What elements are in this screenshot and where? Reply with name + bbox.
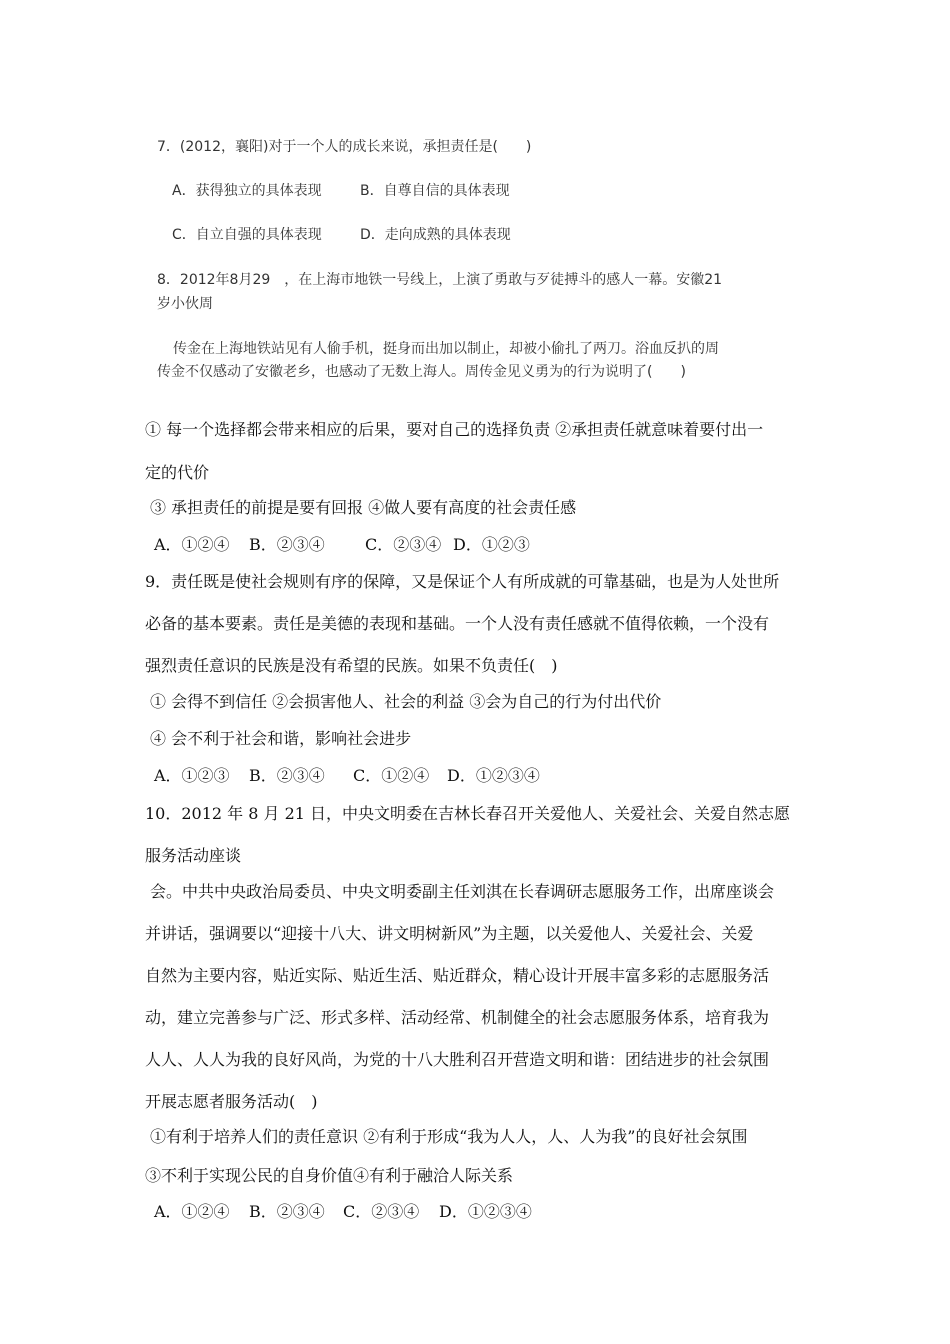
q10-line-9: ①有利于培养人们的责任意识 ②有利于形成“我为人人，人、人为我”的良好社会氛围 bbox=[150, 1127, 748, 1146]
q9-line-5: ④ 会不利于社会和谐，影响社会进步 bbox=[150, 729, 412, 748]
q8-option-d: D．①②③ bbox=[453, 535, 530, 554]
q10-line-10: ③不利于实现公民的自身价值④有利于融洽人际关系 bbox=[145, 1166, 514, 1185]
q9-option-d: D．①②③④ bbox=[447, 766, 540, 785]
q8-line-7: ③ 承担责任的前提是要有回报 ④做人要有高度的社会责任感 bbox=[150, 498, 577, 517]
q10-line-1: 10．2012 年 8 月 21 日，中央文明委在吉林长春召开关爱他人、关爱社会、关爱自然志愿 bbox=[145, 804, 791, 823]
q8-line-4: 传金不仅感动了安徽老乡，也感动了无数上海人。周传金见义勇为的行为说明了( ) bbox=[157, 364, 686, 380]
q9-line-1: 9．责任既是使社会规则有序的保障，又是保证个人有所成就的可靠基础，也是为人处世所 bbox=[145, 572, 780, 591]
q10-line-3: 会。中共中央政治局委员、中央文明委副主任刘淇在长春调研志愿服务工作，出席座谈会 bbox=[150, 882, 775, 901]
q7-options-row-2 bbox=[172, 224, 511, 244]
q10-option-d: D．①②③④ bbox=[439, 1202, 532, 1221]
q9-option-b: B．②③④ bbox=[249, 766, 325, 785]
q9-options bbox=[154, 763, 540, 786]
q8-line-5: ① 每一个选择都会带来相应的后果，要对自己的选择负责 ②承担责任就意味着要付出一 bbox=[145, 420, 764, 439]
q10-line-7: 人人、人人为我的良好风尚，为党的十八大胜利召开营造文明和谐：团结进步的社会氛围 bbox=[145, 1050, 770, 1069]
q9-line-3: 强烈责任意识的民族是没有希望的民族。如果不负责任( ) bbox=[145, 656, 558, 675]
q9-option-a: A．①②③ bbox=[154, 766, 230, 785]
q8-options bbox=[154, 532, 530, 555]
q7-option-c: C．自立自强的具体表现 bbox=[172, 227, 322, 243]
q8-line-6: 定的代价 bbox=[145, 463, 210, 482]
q8-line-1: 8．2012年8月29 ，在上海市地铁一号线上，上演了勇敢与歹徒搏斗的感人一幕。安徽21 bbox=[157, 272, 723, 288]
q10-options bbox=[154, 1199, 532, 1222]
q10-line-5: 自然为主要内容，贴近实际、贴近生活、贴近群众，精心设计开展丰富多彩的志愿服务活 bbox=[145, 966, 770, 985]
q10-option-b: B．②③④ bbox=[249, 1202, 325, 1221]
q10-line-4: 并讲话，强调要以“迎接十八大、讲文明树新风”为主题，以关爱他人、关爱社会、关爱 bbox=[145, 924, 754, 943]
q10-line-6: 动，建立完善参与广泛、形式多样、活动经常、机制健全的社会志愿服务体系，培育我为 bbox=[145, 1008, 770, 1027]
q7-options-row-1 bbox=[172, 180, 510, 200]
q9-option-c: C．①②④ bbox=[353, 766, 430, 785]
q10-line-8: 开展志愿者服务活动( ) bbox=[145, 1092, 318, 1111]
q8-option-b: B．②③④ bbox=[249, 535, 325, 554]
q7-option-b: B．自尊自信的具体表现 bbox=[360, 183, 510, 199]
q9-line-2: 必备的基本要素。责任是美德的表现和基础。一个人没有责任感就不值得依赖，一个没有 bbox=[145, 614, 770, 633]
q8-line-3: 传金在上海地铁站见有人偷手机，挺身而出加以制止，却被小偷扎了两刀。浴血反扒的周 bbox=[173, 341, 719, 357]
q8-line-2: 岁小伙周 bbox=[157, 296, 213, 312]
q7-option-a: A．获得独立的具体表现 bbox=[172, 183, 322, 199]
q7-option-d: D．走向成熟的具体表现 bbox=[360, 227, 511, 243]
q10-line-2: 服务活动座谈 bbox=[145, 846, 242, 865]
q8-option-a: A．①②④ bbox=[154, 535, 230, 554]
q10-option-c: C．②③④ bbox=[343, 1202, 420, 1221]
q8-option-c: C．②③④ bbox=[365, 535, 442, 554]
q9-line-4: ① 会得不到信任 ②会损害他人、社会的利益 ③会为自己的行为付出代价 bbox=[150, 692, 662, 711]
q10-option-a: A．①②④ bbox=[154, 1202, 230, 1221]
q7-stem: 7．(2012，襄阳)对于一个人的成长来说，承担责任是( ) bbox=[157, 139, 532, 155]
